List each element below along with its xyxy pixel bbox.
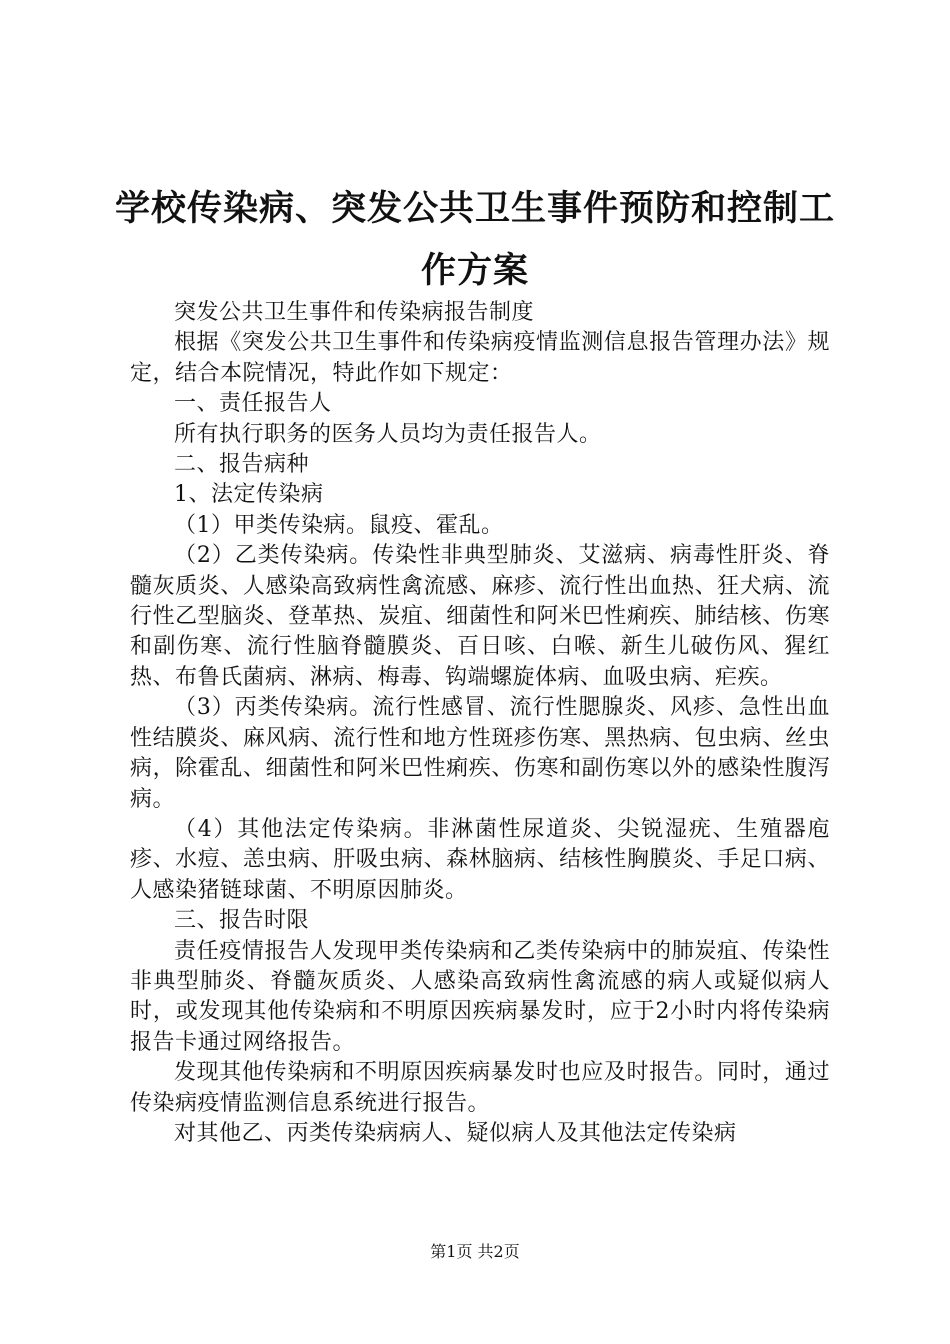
paragraph: 所有执行职务的医务人员均为责任报告人。 <box>174 421 602 447</box>
paragraph: 责任疫情报告人发现甲类传染病和乙类传染病中的肺炭疽、传染性非典型肺炎、脊髓灰质炎、人感染高致病性禽流感的病人或疑似病人时，或发现其他传染病和不明原因疾病暴发时，应于2小时内将传染病报告卡通过网络报告。 <box>130 938 830 1055</box>
paragraph: （3）丙类传染病。流行性感冒、流行性腮腺炎、风疹、急性出血性结膜炎、麻风病、流行性和地方性斑疹伤寒、黑热病、包虫病、丝虫病，除霍乱、细菌性和阿米巴性痢疾、伤寒和副伤寒以外的感染性腹泻病。 <box>130 695 830 812</box>
section-heading: 三、报告时限 <box>174 908 310 934</box>
paragraph: 突发公共卫生事件和传染病报告制度 <box>174 300 535 325</box>
paragraph: （1）甲类传染病。鼠疫、霍乱。 <box>174 512 504 538</box>
paragraph: （2）乙类传染病。传染性非典型肺炎、艾滋病、病毒性肝炎、脊髓灰质炎、人感染高致病性禽流感、麻疹、流行性出血热、狂犬病、流行性乙型脑炎、登革热、炭疽、细菌性和阿米巴性痢疾、肺结核、伤寒和副伤寒、流行性脑脊髓膜炎、百日咳、白喉、新生儿破伤风、猩红热、布鲁氏菌病、淋病、梅毒、钩端螺旋体病、血吸虫病、疟疾。 <box>130 543 830 690</box>
paragraph: 对其他乙、丙类传染病病人、疑似病人及其他法定传染病 <box>174 1120 737 1146</box>
page-footer <box>0 1242 950 1262</box>
subsection-heading: 1、法定传染病 <box>174 482 324 508</box>
document-body <box>130 298 830 1149</box>
document-title <box>110 178 840 302</box>
title-line-2: 作方案 <box>420 251 529 291</box>
section-heading: 一、责任报告人 <box>174 391 332 417</box>
page-number: 第1页 共2页 <box>430 1242 520 1261</box>
paragraph: （4）其他法定传染病。非淋菌性尿道炎、尖锐湿疣、生殖器庖疹、水痘、恙虫病、肝吸虫病、森林脑病、结核性胸膜炎、手足口病、人感染猪链球菌、不明原因肺炎。 <box>130 816 830 903</box>
paragraph: 根据《突发公共卫生事件和传染病疫情监测信息报告管理办法》规定，结合本院情况，特此作如下规定： <box>130 330 830 386</box>
paragraph: 发现其他传染病和不明原因疾病暴发时也应及时报告。同时，通过传染病疫情监测信息系统进行报告。 <box>130 1060 830 1116</box>
title-line-1: 学校传染病、突发公共卫生事件预防和控制工 <box>114 189 835 229</box>
section-heading: 二、报告病种 <box>174 452 310 478</box>
